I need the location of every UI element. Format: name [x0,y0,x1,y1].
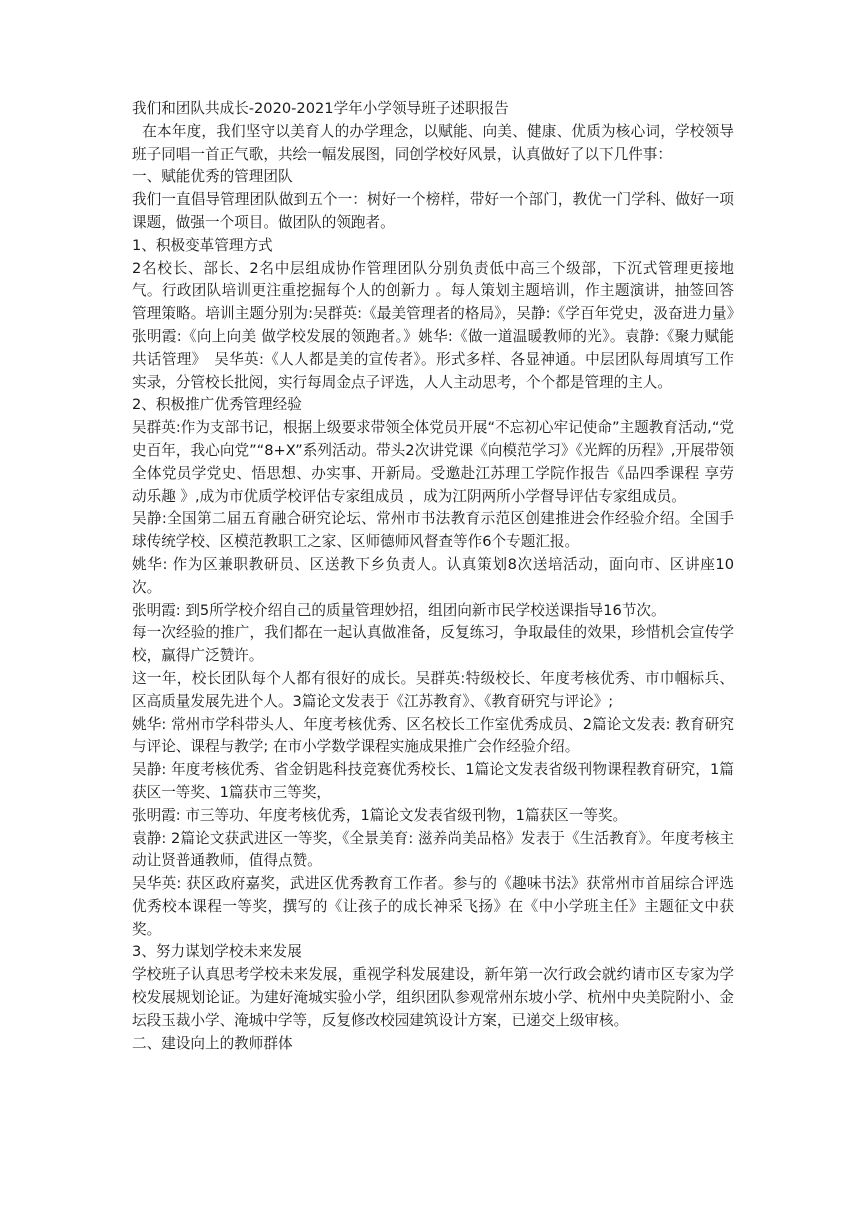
subsection-2-paragraph: 吴华英: 获区政府嘉奖，武进区优秀教育工作者。参与的《趣味书法》获常州市首届综合评选优秀校本课程一等奖，撰写的《让孩子的成长神采飞扬》在《中小学班主任》主题征文中获奖。 [132,875,734,938]
section-heading-1: 一、赋能优秀的管理团队 [132,168,293,186]
document-title: 我们和团队共成长-2020-2021学年小学领导班子述职报告 [132,100,509,117]
subsection-2-paragraph: 张明霞: 到5所学校介绍自己的质量管理妙招，组团向新市民学校送课指导16节次。 [132,601,666,619]
subsection-1-paragraph: 2名校长、部长、2名中层组成协作管理团队分别负责低中高三个级部，下沉式管理更接地气。行政团队培训更注重挖掘每个人的创新力 。每人策划主题培训，作主题演讲，抽签回答管理策略。培训主题分别为:吴群英:《最美管理者的格局》，吴静:《学百年党史，汲奋进力量》张明霞:《向上向美 做学校发展的领跑者。》姚华:《做一道温暖教师的光》。袁静:《聚力赋能 共话管理》 吴华英:《人人都是美的宣传者》。形式多样、各显神通。中层团队每周填写工作实录，分管校长批阅，实行每周金点子评选，人人主动思考，个个都是管理的主人。 [132,259,734,391]
subsection-heading-2: 2、积极推广优秀管理经验 [132,396,302,414]
subsection-2-paragraph: 吴群英:作为支部书记，根据上级要求带领全体党员开展“不忘初心牢记使命”主题教育活动,“党史百年，我心向党”“8+X”系列活动。带头2次讲党课《向模范学习》《光辉的历程》,开展带领全体党员学党史、悟思想、办实事、开新局。受邀赴江苏理工学院作报告《品四季课程 享劳动乐趣 》,成为市优质学校评估专家组成员 ，成为江阴两所小学督导评估专家组成员。 [132,419,734,505]
subsection-heading-1: 1、积极变革管理方式 [132,236,273,254]
section-heading-2: 二、建设向上的教师群体 [132,1034,293,1052]
subsection-2-paragraph: 吴静:全国第二届五育融合研究论坛、常州市书法教育示范区创建推进会作经验介绍。全国手球传统学校、区模范教职工之家、区师德师风督查等作6个专题汇报。 [132,510,734,551]
document-body [132,98,734,1055]
subsection-2-paragraph: 姚华: 常州市学科带头人、年度考核优秀、区名校长工作室优秀成员、2篇论文发表: 教育研究与评论、课程与教学; 在市小学数学课程实施成果推广会作经验介绍。 [132,715,734,756]
subsection-2-paragraph: 每一次经验的推广，我们都在一起认真做准备，反复练习，争取最佳的效果，珍惜机会宣传学校，赢得广泛赞许。 [132,624,734,665]
section-1-paragraph: 我们一直倡导管理团队做到五个一：树好一个榜样，带好一个部门，教优一门学科、做好一项课题，做强一个项目。做团队的领跑者。 [132,191,734,231]
subsection-2-paragraph: 姚华: 作为区兼职教研员、区送教下乡负责人。认真策划8次送培活动，面向市、区讲座10次。 [132,555,734,596]
subsection-2-paragraph: 袁静: 2篇论文获武进区一等奖，《全景美育: 滋养尚美品格》发表于《生活教育》。年度考核主动让贤普通教师，值得点赞。 [132,829,734,870]
subsection-2-paragraph: 吴静: 年度考核优秀、省金钥匙科技竞赛优秀校长、1篇论文发表省级刊物课程教育研究，1篇获区一等奖、1篇获市三等奖， [132,761,734,801]
subsection-heading-3: 3、努力谋划学校未来发展 [132,943,302,961]
subsection-2-paragraph: 张明霞: 市三等功、年度考核优秀，1篇论文发表省级刊物，1篇获区一等奖。 [132,806,628,824]
subsection-2-paragraph: 这一年，校长团队每个人都有很好的成长。吴群英:特级校长、年度考核优秀、市巾帼标兵、区高质量发展先进个人。3篇论文发表于《江苏教育》、《教育研究与评论》; [132,669,734,710]
subsection-3-paragraph: 学校班子认真思考学校未来发展，重视学科发展建设，新年第一次行政会就约请市区专家为学校发展规划论证。为建好淹城实验小学，组织团队参观常州东坡小学、杭州中央美院附小、金坛段玉裁小学、淹城中学等，反复修改校园建筑设计方案，已递交上级审核。 [132,966,734,1029]
intro-paragraph: 在本年度，我们坚守以美育人的办学理念，以赋能、向美、健康、优质为核心词，学校领导班子同唱一首正气歌，共绘一幅发展图，同创学校好风景，认真做好了以下几件事： [132,122,734,163]
